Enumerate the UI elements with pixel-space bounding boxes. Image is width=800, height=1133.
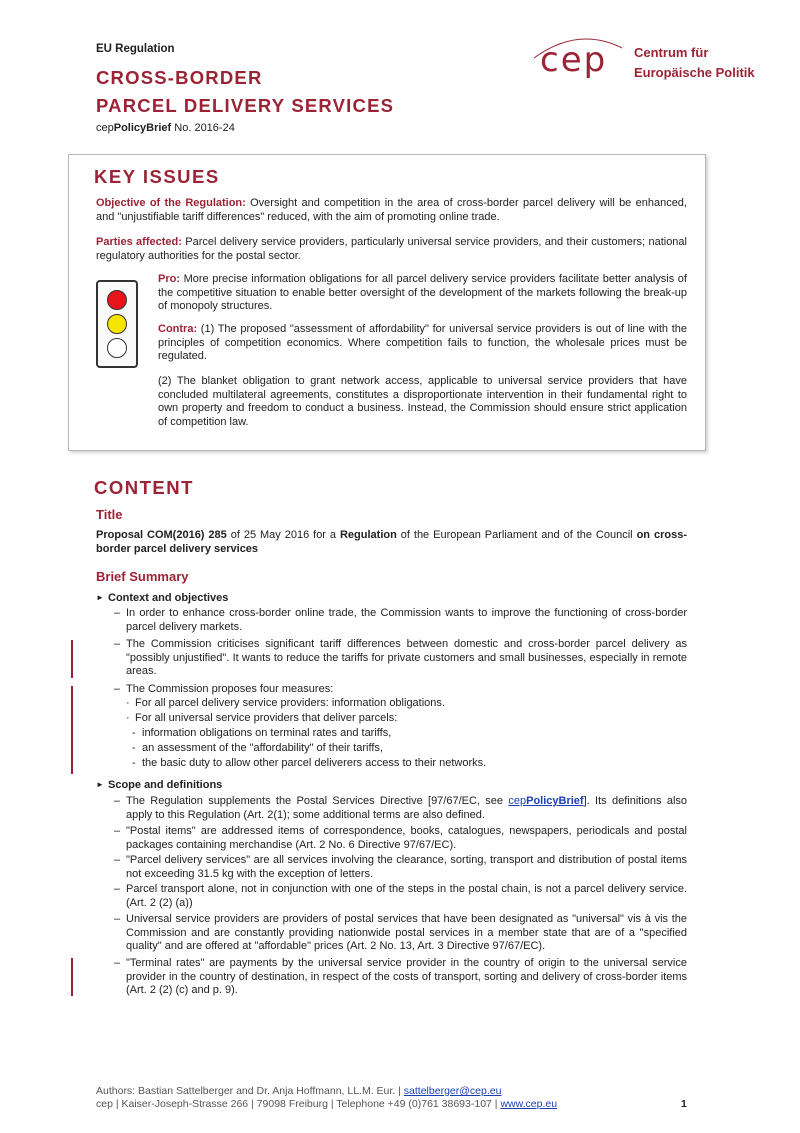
red-light-icon	[107, 290, 127, 310]
proposal-regulation: Regulation	[339, 529, 397, 541]
proposal-title	[96, 529, 687, 556]
objective-paragraph	[96, 197, 687, 224]
list-item-text: Universal service providers are providers of postal services that have been designated as "universal" vis à vis the Commission and are constantly providing nationwide postal services in a member state that are of a "specified quality" and are offered at "affordable" prices (Art. 2 No. 13, Art. 3 Directive 97/67/EC).	[126, 913, 687, 952]
list-item	[114, 683, 687, 697]
contra-paragraph	[158, 323, 687, 364]
triangle-bullet-icon: ►	[96, 593, 104, 602]
dot-bullet-icon: ·	[126, 697, 130, 709]
scope-heading-label: Scope and definitions	[108, 779, 223, 791]
list-item	[114, 795, 687, 822]
margin-change-bar	[71, 640, 73, 678]
cep-logo	[528, 30, 768, 90]
dash-bullet-icon: –	[114, 683, 121, 695]
page-number: 1	[681, 1098, 687, 1110]
objective-label: Objective of the Regulation:	[96, 197, 246, 209]
list-item	[114, 607, 687, 634]
dot-bullet-icon: -	[132, 727, 136, 739]
dot-bullet-icon: -	[132, 757, 136, 769]
dash-bullet-icon: –	[114, 957, 121, 969]
dot-bullet-icon: ·	[126, 712, 130, 724]
margin-change-bar	[71, 958, 73, 996]
proposal-on: on	[636, 529, 651, 541]
parties-text: Parcel delivery service providers, particularly universal service providers, and their customers; national regulatory authorities for the postal sector.	[96, 236, 687, 262]
objective-text: Oversight and competition in the area of cross-border parcel delivery will be enhanced, and "unjustifiable tariff differences" reduced, with the aim of promoting online trade.	[96, 197, 687, 223]
measure-sub-text: the basic duty to allow other parcel deliverers access to their networks.	[142, 757, 487, 769]
contra-label: Contra:	[158, 323, 198, 335]
proposal-text-1: of 25 May 2016 for a	[226, 529, 340, 541]
dash-bullet-icon: –	[114, 825, 121, 837]
context-heading	[96, 592, 228, 604]
logo-line-2: Europäische Politik	[634, 65, 755, 80]
list-item	[114, 957, 687, 998]
title-subheading: Title	[96, 507, 123, 522]
list-item	[114, 883, 687, 910]
list-item-text: "Parcel delivery services" are all services involving the clearance, sorting, transport and distribution of postal items not exceeding 31.5 kg with the exception of letters.	[126, 854, 687, 880]
proposal-text-2: of the European Parliament and of the Council	[396, 529, 637, 541]
measure-sub-item	[132, 742, 687, 756]
measure-text: For all parcel delivery service providers: information obligations.	[135, 697, 445, 709]
measure-text: For all universal service providers that deliver parcels:	[135, 712, 398, 724]
pro-label: Pro:	[158, 273, 180, 285]
dash-bullet-icon: –	[114, 883, 121, 895]
document-series: EU Regulation	[96, 43, 175, 55]
page-title	[96, 64, 394, 120]
dash-bullet-icon: –	[114, 913, 121, 925]
list-item	[114, 913, 687, 954]
contra-text: (1) The proposed "assessment of affordability" for universal service providers is out of line with the principles of competition economics. Where competition fails to function, the wholesale prices must be regulated.	[158, 323, 687, 362]
measure-sub-item	[132, 757, 687, 771]
list-item-text: "Postal items" are addressed items of correspondence, books, catalogues, newspapers, periodicals and postal packages containing merchandise (Art. 2 No. 6 Directive 97/67/EC).	[126, 825, 687, 851]
title-line-2: PARCEL DELIVERY SERVICES	[96, 95, 395, 116]
logo-word: cep	[540, 40, 608, 80]
list-item-text: The Commission proposes four measures:	[126, 683, 334, 695]
measure-sub-text: information obligations on terminal rates and tariffs,	[142, 727, 392, 739]
measure-item	[126, 712, 687, 726]
parties-label: Parties affected:	[96, 236, 182, 248]
list-item	[114, 638, 687, 679]
measure-sub-text: an assessment of the "affordability" of their tariffs,	[142, 742, 383, 754]
proposal-subject: cross-border parcel delivery services	[96, 529, 687, 555]
dot-bullet-icon: -	[132, 742, 136, 754]
content-heading: CONTENT	[94, 477, 194, 498]
list-item	[114, 825, 687, 852]
authors-text: Authors: Bastian Sattelberger and Dr. Anja Hoffmann, LL.M. Eur. |	[96, 1085, 404, 1097]
footer-authors	[96, 1085, 501, 1097]
list-item-text: The Commission criticises significant tariff differences between domestic and cross-border parcel delivery as "possibly unjustified". It wants to reduce the tariffs for private customers and small businesses, especially in remote areas.	[126, 638, 687, 677]
list-item-text: In order to enhance cross-border online trade, the Commission wants to improve the functioning of cross-border parcel delivery markets.	[126, 607, 687, 633]
proposal-ref: Proposal COM(2016) 285	[96, 529, 227, 541]
brief-prefix: cep	[96, 122, 114, 134]
dash-bullet-icon: –	[114, 638, 121, 650]
footer-address	[96, 1098, 557, 1110]
parties-paragraph	[96, 236, 687, 263]
policy-brief-link-a: cep	[508, 795, 527, 807]
scope-heading	[96, 779, 222, 791]
margin-change-bar	[71, 686, 73, 774]
title-line-1: CROSS-BORDER	[96, 67, 263, 88]
scope-text-pre: The Regulation supplements the Postal Services Directive [97/67/EC, see	[126, 795, 509, 807]
brief-suffix: No. 2016-24	[171, 122, 235, 134]
brief-number	[96, 122, 235, 134]
context-heading-label: Context and objectives	[108, 592, 229, 604]
list-item-text: "Terminal rates" are payments by the universal service provider in the country of origin to the universal service provider in the country of destination, in respect of the costs of transport, sorting and delivery of cross-border items (Art. 2 (2) (c) and p. 9).	[126, 957, 687, 996]
logo-line-1: Centrum für	[634, 45, 709, 60]
author-email-link[interactable]: sattelberger@cep.eu	[403, 1085, 502, 1097]
triangle-bullet-icon: ►	[96, 780, 104, 789]
scope-text-post: ]. Its definitions also apply to this Regulation (Art. 2(1); some additional terms are also defined.	[126, 795, 687, 821]
logo-text	[634, 43, 755, 83]
measure-item	[126, 697, 687, 711]
policy-brief-link-b: PolicyBrief	[526, 795, 584, 807]
contra2-paragraph: (2) The blanket obligation to grant network access, applicable to universal service providers that have concluded multilateral agreements, constitutes a disproportionate intervention in their fundamental right to own property and freedom to conduct a business. Instead, the Commission should ensure strict application of competition law.	[158, 375, 687, 428]
dash-bullet-icon: –	[114, 854, 121, 866]
policy-brief-link[interactable]	[508, 795, 583, 807]
website-link[interactable]: www.cep.eu	[500, 1098, 558, 1110]
pro-text: More precise information obligations for all parcel delivery service providers facilitate better analysis of the competitive situation to enable better oversight of the development of the markets following the break-up of monopoly structures.	[158, 273, 687, 312]
list-item	[114, 854, 687, 881]
measure-sub-item	[132, 727, 687, 741]
key-issues-heading: KEY ISSUES	[94, 166, 220, 187]
list-item-text: Parcel transport alone, not in conjunction with one of the steps in the postal chain, is not a parcel delivery service. (Art. 2 (2) (a))	[126, 883, 687, 909]
dash-bullet-icon: –	[114, 607, 121, 619]
traffic-light-icon	[96, 280, 138, 368]
dash-bullet-icon: –	[114, 795, 121, 807]
pro-paragraph	[158, 273, 687, 314]
brief-summary-subheading: Brief Summary	[96, 569, 189, 584]
yellow-light-icon	[107, 314, 127, 334]
address-text: cep | Kaiser-Joseph-Strasse 266 | 79098 Freiburg | Telephone +49 (0)761 38693-107 |	[96, 1098, 501, 1110]
brief-bold: PolicyBrief	[113, 122, 172, 134]
off-light-icon	[107, 338, 127, 358]
